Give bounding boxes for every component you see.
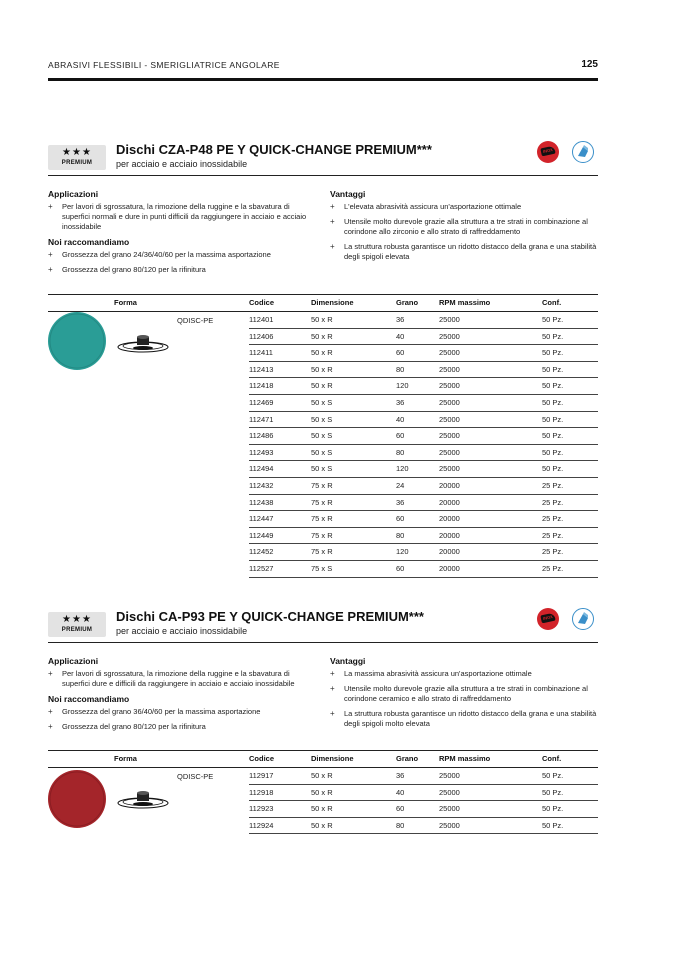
applications-column — [48, 656, 318, 737]
disc-holder-icon — [116, 790, 170, 810]
forma-label: QDISC-PE — [177, 772, 214, 781]
cell-grit: 60 — [396, 431, 405, 441]
table-row — [249, 767, 598, 785]
col-rpm: RPM massimo — [439, 298, 491, 307]
section-subtitle: per acciaio e acciaio inossidabile — [116, 159, 248, 169]
cell-rpm: 25000 — [439, 414, 460, 424]
cell-rpm: 25000 — [439, 348, 460, 358]
steel-beam-icon — [572, 141, 594, 163]
page-header — [48, 60, 598, 74]
disc-image-red — [48, 770, 106, 828]
cell-code: 112413 — [249, 364, 274, 374]
list-item: + Grossezza del grano 24/36/40/60 per la massima asportazione — [48, 250, 318, 260]
cell-dim: 75 x R — [311, 497, 333, 507]
cell-dim: 50 x R — [311, 331, 333, 341]
cell-dim: 50 x S — [311, 447, 333, 457]
cell-code: 112493 — [249, 447, 274, 457]
table-row — [249, 817, 598, 835]
table-header — [48, 294, 598, 312]
cell-rpm: 25000 — [439, 820, 460, 830]
section-title: Dischi CA-P93 PE Y QUICK-CHANGE PREMIUM*** — [116, 609, 424, 624]
table-row — [249, 560, 598, 578]
cell-grit: 36 — [396, 497, 405, 507]
cell-conf: 50 Pz. — [542, 804, 564, 814]
cell-code: 112411 — [249, 348, 273, 358]
cell-rpm: 25000 — [439, 315, 460, 324]
cell-dim: 50 x S — [311, 431, 333, 441]
cell-rpm: 25000 — [439, 398, 460, 407]
table-row — [249, 444, 598, 462]
table-row — [249, 311, 598, 329]
cell-grit: 36 — [396, 398, 405, 407]
cell-grit: 120 — [396, 464, 409, 474]
cell-code: 112452 — [249, 547, 274, 557]
cell-rpm: 25000 — [439, 804, 460, 814]
cell-rpm: 20000 — [439, 514, 460, 524]
cell-code: 112438 — [249, 497, 274, 507]
col-grano: Grano — [396, 754, 419, 763]
premium-badge — [48, 145, 106, 170]
list-item: + Utensile molto durevole grazie alla struttura a tre strati in combinazione al corindone allo zirconio e allo strato di raffreddamento — [330, 217, 598, 237]
cell-rpm: 25000 — [439, 331, 460, 341]
stars-icon: ★★★ — [62, 147, 92, 158]
cell-conf: 50 Pz. — [542, 771, 564, 780]
applications-heading: Applicazioni — [48, 189, 99, 199]
cell-grit: 80 — [396, 447, 405, 457]
cell-conf: 50 Pz. — [542, 431, 564, 441]
cell-conf: 50 Pz. — [542, 315, 564, 324]
col-conf: Conf. — [542, 298, 562, 307]
list-item: + La massima abrasività assicura un'asportazione ottimale — [330, 669, 598, 679]
cell-grit: 120 — [396, 547, 409, 557]
cell-rpm: 25000 — [439, 381, 460, 391]
product-table — [48, 750, 598, 840]
col-conf: Conf. — [542, 754, 562, 763]
list-item: + La struttura robusta garantisce un ridotto distacco della grana e una stabilità degli spigoli molto elevata — [330, 709, 598, 729]
cell-grit: 60 — [396, 564, 405, 573]
cell-code: 112917 — [249, 771, 274, 780]
section-subtitle: per acciaio e acciaio inossidabile — [116, 626, 248, 636]
cell-code: 112923 — [249, 804, 274, 814]
advantages-heading: Vantaggi — [330, 656, 366, 666]
cell-code: 112527 — [249, 564, 274, 573]
cell-rpm: 20000 — [439, 547, 460, 557]
cell-dim: 50 x R — [311, 804, 333, 814]
cell-dim: 50 x R — [311, 771, 333, 780]
cell-code: 112469 — [249, 398, 274, 407]
cell-conf: 50 Pz. — [542, 331, 564, 341]
stars-icon: ★★★ — [62, 614, 92, 625]
cell-dim: 75 x R — [311, 547, 333, 557]
cell-dim: 50 x R — [311, 787, 333, 797]
cell-rpm: 25000 — [439, 431, 460, 441]
disc-holder-icon — [116, 334, 170, 354]
cell-dim: 50 x S — [311, 414, 333, 424]
cell-code: 112494 — [249, 464, 274, 474]
list-item: + Per lavori di sgrossatura, la rimozione della ruggine e la sbavatura di superfici dure e difficili da raggiungere in acciaio e acciaio inossidabile — [48, 669, 318, 689]
table-row — [249, 460, 598, 478]
cell-conf: 50 Pz. — [542, 820, 564, 830]
cell-grit: 40 — [396, 414, 405, 424]
section-title: Dischi CZA-P48 PE Y QUICK-CHANGE PREMIUM*** — [116, 142, 432, 157]
cell-rpm: 25000 — [439, 364, 460, 374]
table-row — [249, 800, 598, 818]
advantages-column — [330, 189, 598, 267]
table-header — [48, 750, 598, 768]
cell-conf: 50 Pz. — [542, 348, 564, 358]
steel-beam-icon — [572, 608, 594, 630]
cell-conf: 25 Pz. — [542, 530, 564, 540]
cell-conf: 25 Pz. — [542, 547, 564, 557]
cell-code: 112406 — [249, 331, 274, 341]
cell-grit: 40 — [396, 331, 405, 341]
cell-grit: 80 — [396, 530, 405, 540]
applications-heading: Applicazioni — [48, 656, 99, 666]
cell-grit: 36 — [396, 315, 405, 324]
cell-dim: 75 x R — [311, 481, 333, 490]
table-row — [249, 510, 598, 528]
cell-code: 112918 — [249, 787, 274, 797]
disc-image-teal — [48, 312, 106, 370]
cell-conf: 50 Pz. — [542, 414, 564, 424]
product-table — [48, 294, 598, 579]
col-rpm: RPM massimo — [439, 754, 491, 763]
header-rule — [48, 78, 598, 81]
table-row — [249, 543, 598, 561]
col-grano: Grano — [396, 298, 419, 307]
table-row — [249, 477, 598, 495]
list-item: + Per lavori di sgrossatura, la rimozione della ruggine e la sbavatura di superfici normali e dure in punti difficili da raggiungere in acciaio e acciaio inossidabile — [48, 202, 318, 232]
list-item: + Grossezza del grano 80/120 per la rifinitura — [48, 265, 318, 275]
cell-grit: 36 — [396, 771, 405, 780]
list-item: + Utensile molto durevole grazie alla struttura a tre strati in combinazione al corindone ceramico e allo strato di raffreddamento — [330, 684, 598, 704]
cell-code: 112924 — [249, 820, 274, 830]
table-row — [249, 328, 598, 346]
table-row — [249, 427, 598, 445]
cell-dim: 50 x R — [311, 820, 333, 830]
inox-steel-icon: INOX — [537, 141, 559, 163]
table-row — [249, 494, 598, 512]
col-forma: Forma — [114, 754, 137, 763]
cell-conf: 25 Pz. — [542, 481, 564, 490]
table-row — [249, 394, 598, 412]
table-row — [249, 784, 598, 802]
cell-conf: 25 Pz. — [542, 497, 564, 507]
cell-dim: 75 x R — [311, 530, 333, 540]
badge-label: PREMIUM — [61, 160, 93, 166]
cell-dim: 75 x S — [311, 564, 333, 573]
cell-conf: 50 Pz. — [542, 787, 564, 797]
cell-rpm: 20000 — [439, 530, 460, 540]
list-item: + La struttura robusta garantisce un ridotto distacco della grana e una stabilità degli spigoli elevata — [330, 242, 598, 262]
cell-rpm: 20000 — [439, 481, 460, 490]
cell-grit: 24 — [396, 481, 405, 490]
recommend-heading: Noi raccomandiamo — [48, 237, 130, 247]
advantages-heading: Vantaggi — [330, 189, 366, 199]
cell-conf: 50 Pz. — [542, 381, 564, 391]
page-number: 125 — [581, 59, 598, 70]
recommend-heading: Noi raccomandiamo — [48, 694, 130, 704]
cell-conf: 50 Pz. — [542, 464, 564, 474]
list-item: + Grossezza del grano 80/120 per la rifinitura — [48, 722, 318, 732]
applications-column — [48, 189, 318, 280]
cell-code: 112401 — [249, 315, 274, 324]
cell-conf: 50 Pz. — [542, 364, 564, 374]
cell-rpm: 20000 — [439, 497, 460, 507]
cell-rpm: 25000 — [439, 464, 460, 474]
cell-code: 112486 — [249, 431, 274, 441]
cell-dim: 50 x R — [311, 381, 333, 391]
page-header-title: ABRASIVI FLESSIBILI - SMERIGLIATRICE ANGOLARE — [48, 60, 280, 70]
col-codice: Codice — [249, 754, 275, 763]
col-dimensione: Dimensione — [311, 298, 354, 307]
advantages-column — [330, 656, 598, 734]
cell-rpm: 20000 — [439, 564, 460, 573]
cell-grit: 80 — [396, 820, 405, 830]
cell-code: 112471 — [249, 414, 274, 424]
cell-dim: 50 x R — [311, 348, 333, 358]
list-item: + Grossezza del grano 36/40/60 per la massima asportazione — [48, 707, 318, 717]
cell-grit: 60 — [396, 514, 405, 524]
cell-dim: 50 x R — [311, 315, 333, 324]
cell-dim: 50 x S — [311, 398, 333, 407]
section-rule — [48, 175, 598, 176]
cell-grit: 60 — [396, 348, 405, 358]
cell-code: 112418 — [249, 381, 274, 391]
cell-grit: 120 — [396, 381, 409, 391]
forma-label: QDISC-PE — [177, 316, 214, 325]
cell-code: 112449 — [249, 530, 274, 540]
table-row — [249, 411, 598, 429]
cell-rpm: 25000 — [439, 787, 460, 797]
cell-grit: 80 — [396, 364, 405, 374]
table-row — [249, 344, 598, 362]
col-codice: Codice — [249, 298, 275, 307]
table-row — [249, 361, 598, 379]
cell-dim: 75 x R — [311, 514, 333, 524]
cell-conf: 50 Pz. — [542, 447, 564, 457]
cell-grit: 60 — [396, 804, 405, 814]
cell-dim: 50 x S — [311, 464, 333, 474]
cell-code: 112432 — [249, 481, 274, 490]
cell-conf: 25 Pz. — [542, 514, 564, 524]
cell-code: 112447 — [249, 514, 274, 524]
premium-badge — [48, 612, 106, 637]
inox-steel-icon: INOX — [537, 608, 559, 630]
list-item: + L'elevata abrasività assicura un'asportazione ottimale — [330, 202, 598, 212]
col-forma: Forma — [114, 298, 137, 307]
cell-rpm: 25000 — [439, 771, 460, 780]
cell-conf: 25 Pz. — [542, 564, 564, 573]
section-rule — [48, 642, 598, 643]
cell-dim: 50 x R — [311, 364, 333, 374]
cell-rpm: 25000 — [439, 447, 460, 457]
badge-label: PREMIUM — [61, 627, 93, 633]
cell-grit: 40 — [396, 787, 405, 797]
table-row — [249, 377, 598, 395]
col-dimensione: Dimensione — [311, 754, 354, 763]
table-row — [249, 527, 598, 545]
cell-conf: 50 Pz. — [542, 398, 564, 407]
